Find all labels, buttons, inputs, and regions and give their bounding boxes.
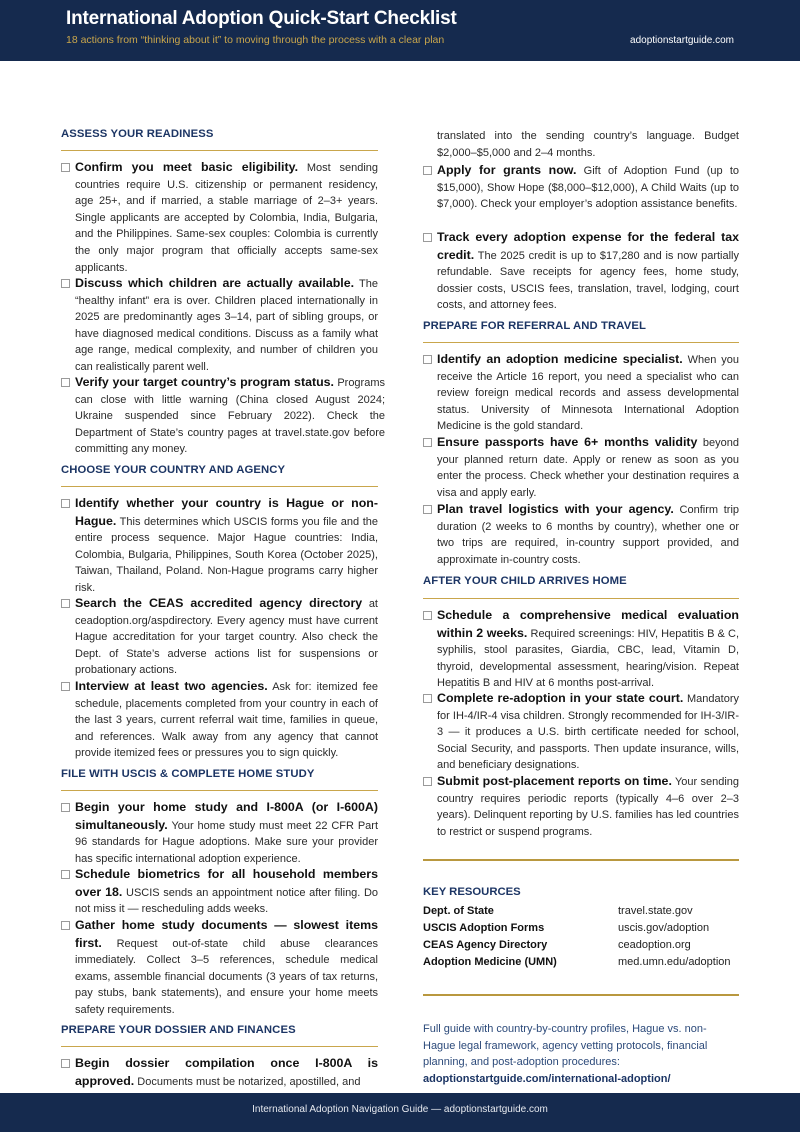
section-divider (423, 598, 739, 599)
item-text: Confirm trip duration (2 weeks to 6 months by country), whether one or two trips are required, in-country support provided, and approximate in-country costs. (437, 504, 740, 566)
item-text: Your home study must meet 22 CFR Part 96 standards for Hague adoptions. Make sure your provider has specific international adoption experience. (75, 819, 379, 865)
checkbox[interactable] (61, 378, 70, 387)
checkbox[interactable] (61, 682, 70, 691)
item-text: The “healthy infant” era is over. Children placed internationally in 2025 are predominantly ages 3–14, part of sibling groups, or have diagnosed medical conditions. Discuss as a family what age range, medical complexity, and number of children you can realistically parent well. (75, 278, 379, 373)
guide-link[interactable]: adoptionstartguide.com/international-adoption/ (423, 1072, 671, 1085)
checkbox[interactable] (61, 163, 70, 172)
checklist-item (423, 773, 739, 840)
item-text: The 2025 credit is up to $17,280 and is now partially refundable. Save receipts for agency fees, home study, dossier costs, USCIS fees, translation, travel, lodging, court costs, and attorney fees. (437, 249, 739, 312)
checklist-item (61, 866, 378, 918)
page-footer (0, 1093, 800, 1132)
section-heading-dossier: PREPARE YOUR DOSSIER AND FINANCES (61, 1024, 296, 1036)
checkbox[interactable] (61, 279, 70, 288)
resource-url[interactable]: med.umn.edu/adoption (618, 956, 731, 968)
checkbox[interactable] (61, 921, 70, 930)
item-text: Programs can close with little warning (China closed August 2024; Ukraine suspended since February 2022). Check the Department of State’s country pages at travel.state.gov before committing any money. (75, 377, 385, 456)
checklist-item (61, 917, 378, 1019)
section-divider (61, 486, 378, 487)
section-heading-arrival: AFTER YOUR CHILD ARRIVES HOME (423, 575, 627, 587)
page-title: International Adoption Quick-Start Checklist (66, 8, 457, 29)
checkbox[interactable] (61, 1059, 70, 1068)
footer-text: International Adoption Navigation Guide — adoptionstartguide.com (252, 1104, 548, 1115)
checklist-item (61, 159, 378, 276)
section-heading-referral: PREPARE FOR REFERRAL AND TRAVEL (423, 320, 646, 332)
item-text: Most sending countries require U.S. citizenship or permanent residency, age 25+, and if married, a stable marriage of 2–3+ years. Single applicants are accepted by Colombia, India, Bulgaria, and the Philippines. Same-sex couples: Colombia is currently the only major program that officially accepts same-sex applicants. (75, 162, 378, 274)
resources-divider-bottom (423, 994, 739, 996)
resources-divider-top (423, 859, 739, 861)
item-text: Mandatory for IH-4/IR-4 visa children. Strongly recommended for IH-3/IR-3 — it produces a U.S. birth certificate needed for school, Social Security, and passports. Then update insurance, wills, and beneficiary designations. (437, 693, 739, 772)
item-text: Required screenings: HIV, Hepatitis B & C, syphilis, stool parasites, Giardia, CBC, lead, Vitamin D, thyroid, developmental assessment, hearing/vision. Repeat Hepatitis B and HIV at 6 months post-arrival. (437, 627, 739, 690)
resource-name: Adoption Medicine (UMN) (423, 956, 557, 968)
item-text: Documents must be notarized, apostilled, and (137, 1075, 361, 1088)
checklist-item (423, 501, 739, 568)
item-lead: Gather home study documents — slowest items first. (75, 918, 378, 950)
resource-url[interactable]: ceadoption.org (618, 939, 691, 951)
resource-name: USCIS Adoption Forms (423, 922, 545, 934)
checkbox[interactable] (423, 166, 432, 175)
checkbox[interactable] (423, 777, 432, 786)
section-heading-readiness: ASSESS YOUR READINESS (61, 128, 214, 140)
section-divider (61, 790, 378, 791)
item-lead: Begin dossier compilation once I-800A is approved. (75, 1056, 378, 1088)
checklist-item (423, 229, 739, 314)
checklist-item (61, 799, 378, 867)
checklist-item (61, 1055, 378, 1090)
item-lead: Plan travel logistics with your agency. (437, 502, 674, 516)
item-lead: Identify whether your country is Hague or non-Hague. (75, 496, 378, 528)
resource-name: Dept. of State (423, 905, 494, 917)
checklist-item (423, 162, 739, 213)
section-divider (423, 342, 739, 343)
item-lead: Search the CEAS accredited agency directory (75, 596, 363, 610)
checklist-item (61, 595, 378, 679)
checkbox[interactable] (61, 803, 70, 812)
checkbox[interactable] (423, 611, 432, 620)
item-text-continued: translated into the sending country’s language. Budget $2,000–$5,000 and 2–4 months. (437, 130, 739, 159)
item-lead: Complete re-adoption in your state court. (437, 691, 684, 705)
page-header (0, 0, 800, 61)
checkbox[interactable] (423, 438, 432, 447)
item-text: When you receive the Article 16 report, you need a specialist who can review foreign medical records and assess developmental status. University of Minnesota International Adoption Medicine is the gold standard. (437, 354, 739, 433)
resource-name: CEAS Agency Directory (423, 939, 548, 951)
item-lead: Apply for grants now. (437, 163, 577, 177)
item-lead: Verify your target country’s program status. (75, 375, 334, 389)
header-site-link[interactable]: adoptionstartguide.com (630, 35, 734, 46)
item-text: Ask for: itemized fee schedule, placements completed from your country in each of the last 3 years, current referral wait time, families in queue, and references. Walk away from any agency that cannot provide itemized fees or pressures you to sign quickly. (75, 681, 378, 760)
item-lead: Ensure passports have 6+ months validity (437, 435, 698, 449)
section-heading-country: CHOOSE YOUR COUNTRY AND AGENCY (61, 464, 286, 476)
item-lead: Schedule a comprehensive medical evaluation within 2 weeks. (437, 608, 739, 640)
checklist-item (61, 275, 378, 376)
guide-note-text: Full guide with country-by-country profiles, Hague vs. non-Hague legal framework, agency vetting protocols, financial planning, and post-adoption procedures: (423, 1023, 708, 1069)
item-text: This determines which USCIS forms you file and the entire process sequence. Major Hague countries: India, Colombia, Bulgaria, Philippines, South Korea (October 2025), Taiwan, Thailand, Poland. Non-Hague programs carry higher risk. (75, 515, 378, 594)
checklist-item (423, 607, 739, 692)
section-divider (61, 150, 378, 151)
item-text: Your sending country requires periodic reports (typically 4–6 over 2–3 years). Delinquent reporting by U.S. families has led countries to restrict or suspend programs. (437, 776, 740, 838)
item-lead: Interview at least two agencies. (75, 679, 268, 693)
item-lead: Schedule biometrics for all household members over 18. (75, 867, 378, 899)
section-heading-uscis: FILE WITH USCIS & COMPLETE HOME STUDY (61, 768, 315, 780)
resources-heading: KEY RESOURCES (423, 886, 521, 898)
resource-url[interactable]: travel.state.gov (618, 905, 693, 917)
item-lead: Confirm you meet basic eligibility. (75, 160, 299, 174)
checkbox[interactable] (61, 599, 70, 608)
checklist-item (423, 351, 739, 435)
item-text: beyond your planned return date. Apply or renew as soon as you enter the process. Check whether your destination requires a visa and apply early. (437, 437, 739, 499)
item-text: Gift of Adoption Fund (up to $15,000), Show Hope ($8,000–$12,000), A Child Waits (up to $7,000). Check your employer’s adoption assistance benefits. (437, 165, 740, 211)
item-lead: Track every adoption expense for the federal tax credit. (437, 230, 739, 262)
checkbox[interactable] (423, 233, 432, 242)
section-divider (61, 1046, 378, 1047)
item-text: at ceadoption.org/aspdirectory. Every agency must have current Hague accreditation for your target country. Also check the Dept. of State’s adverse actions list for suspensions or probationary actions. (75, 598, 378, 677)
checkbox[interactable] (61, 499, 70, 508)
item-lead: Begin your home study and I-800A (or I-600A) simultaneously. (75, 800, 378, 832)
checklist-item (423, 434, 739, 501)
item-lead: Discuss which children are actually available. (75, 276, 355, 290)
checklist-item (61, 374, 385, 458)
checkbox[interactable] (423, 355, 432, 364)
resource-url[interactable]: uscis.gov/adoption (618, 922, 710, 934)
checkbox[interactable] (423, 505, 432, 514)
checklist-item (423, 690, 739, 774)
item-text: Request out-of-state child abuse clearances immediately. Collect 3–5 references, schedule medical exams, assemble financial documents (3 years of tax returns, pay stubs, bank statements), and ensure your home meets safety requirements. (75, 937, 378, 1016)
checkbox[interactable] (423, 694, 432, 703)
item-lead: Submit post-placement reports on time. (437, 774, 672, 788)
checkbox[interactable] (61, 870, 70, 879)
item-lead: Identify an adoption medicine specialist. (437, 352, 683, 366)
checklist-item (61, 678, 378, 762)
guide-note (423, 1021, 739, 1087)
checklist-item (61, 495, 378, 597)
item-text: USCIS sends an appointment notice after filing. Do not miss it — rescheduling adds weeks. (75, 886, 379, 916)
page-subtitle: 18 actions from “thinking about it” to moving through the process with a clear plan (66, 34, 445, 46)
